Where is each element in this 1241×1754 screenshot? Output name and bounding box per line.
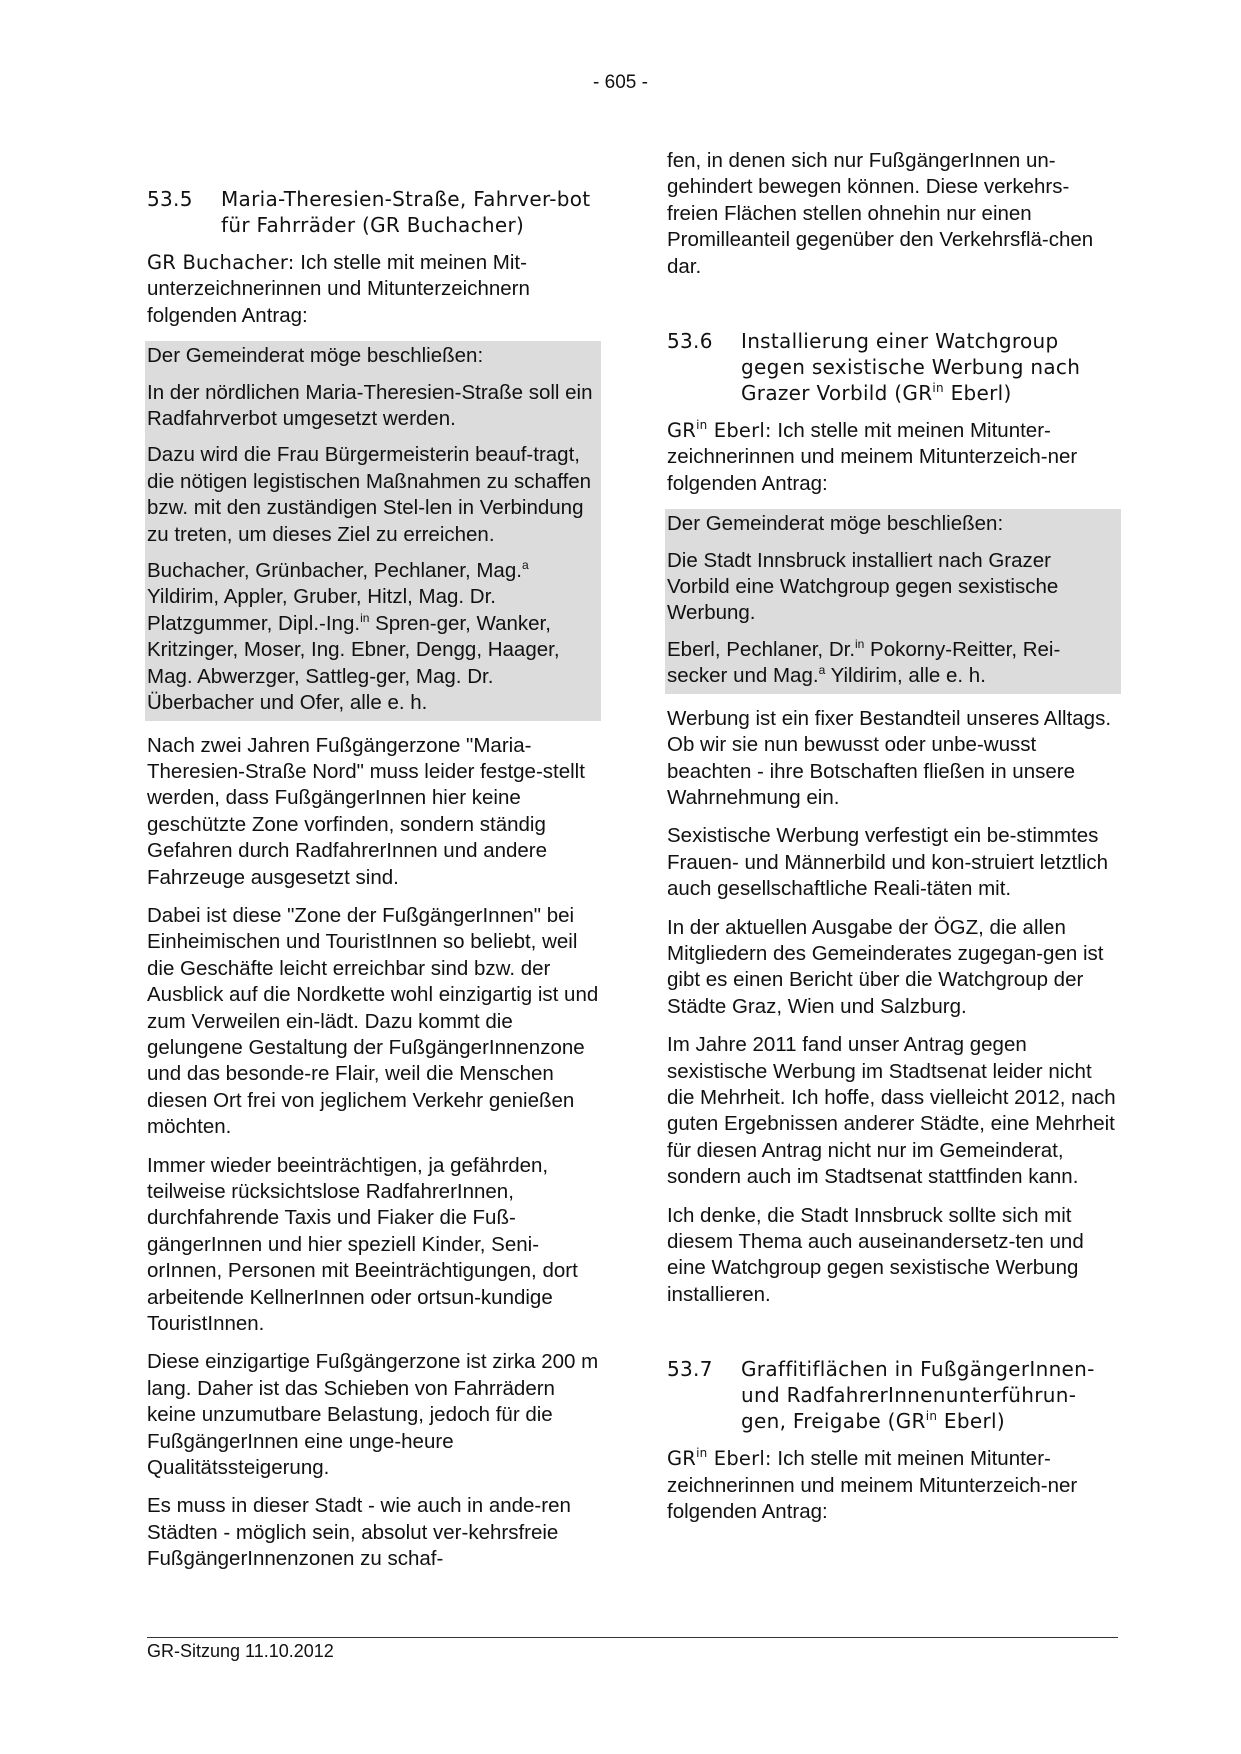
left-column [147,186,599,1585]
section-title [741,328,1119,406]
body-paragraph: Es muss in dieser Stadt - wie auch in ande-ren Städten - möglich sein, absolut ver-kehrsfreie FußgängerInnenzonen zu schaf- [147,1494,571,1571]
motion-box [665,509,1121,693]
motion-heading: Der Gemeinderat möge beschließen: [667,512,1004,536]
motion-signatories [147,558,599,720]
section-title-text: Graffitiflächen in FußgängerInnen- und RadfahrerInnenunterführun-gen, Freigabe (GR [741,1357,1095,1434]
speaker-name [667,1447,772,1470]
section-title-text: Installierung einer Watchgroup gegen sexistische Werbung nach Grazer Vorbild (GR [741,329,1081,406]
superscript: a [521,558,529,573]
section-title-text: Eberl) [943,381,1012,406]
section-heading-53-7 [667,1356,1119,1434]
spacer [667,1320,1119,1356]
body-paragraph: Sexistische Werbung verfestigt ein be-stimmtes Frauen- und Männerbild und kon-struiert letztlich auch gesellschaftliche Reali-täten mit. [667,824,1108,901]
section-heading-53-5 [147,186,599,238]
signatories-text: Buchacher, Grünbacher, Pechlaner, Mag. [147,559,522,583]
speaker-name [667,419,772,442]
intro-paragraph [147,250,599,329]
motion-text: In der nördlichen Maria-Theresien-Straße soll ein Radfahrverbot umgesetzt werden. [147,380,593,431]
right-column [667,148,1119,1537]
intro-paragraph [667,1446,1119,1525]
intro-paragraph [667,418,1119,497]
body-paragraph: Dabei ist diese "Zone der FußgängerInnen" bei Einheimischen und TouristInnen so beliebt, weil die Geschäfte leicht erreichbar sind bzw. der Ausblick auf die Nordkette wohl einzigartig ist und zum Verweilen ein-lädt. Dazu kommt die gelungene Gestaltung der FußgängerInnenzone und das besonde-re Flair, weil die Menschen diesen Ort frei von jeglichem Verkehr genießen möchten. [147,903,599,1139]
motion-text: Dazu wird die Frau Bürgermeisterin beauf-tragt, die nötigen legistischen Maßnahmen zu schaffen bzw. mit den zuständigen Stel-len in Verbindung zu treten, um dieses Ziel zu erreichen. [147,443,592,546]
body-paragraph: fen, in denen sich nur FußgängerInnen un-gehindert bewegen können. Diese verkehrs-freien Flächen stellen ohnehin nur einen Promilleanteil gegenüber den Verkehrsflä-chen dar. [667,149,1094,278]
speaker-name: GR Buchacher: [147,251,295,274]
footer-text: GR-Sitzung 11.10.2012 [147,1641,334,1661]
motion-signatories [667,637,1119,694]
section-number: 53.6 [667,329,713,354]
speaker-text: GR [667,419,697,443]
body-paragraph: Ich denke, die Stadt Innsbruck sollte sich mit diesem Thema auch auseinandersetz-ten und eine Watchgroup gegen sexistische Werbung installieren. [667,1203,1084,1306]
section-number: 53.7 [667,1357,713,1382]
intro-text: Ich stelle mit meinen Mitunter-zeichnerinnen und meinem Mitunterzeich-ner folgenden Antrag: [667,419,1078,495]
speaker-text: Eberl: [707,419,772,443]
signatories-text: Pokorny-Reitter, Rei-secker und Mag. [667,637,1061,688]
body-paragraph: Diese einzigartige Fußgängerzone ist zirka 200 m lang. Daher ist das Schieben von Fahrrädern keine unzumutbare Belastung, jedoch für die FußgängerInnen eine unge-heure Qualitätssteigerung. [147,1350,599,1480]
section-title: Maria-Theresien-Straße, Fahrver-bot für Fahrräder (GR Buchacher) [221,187,591,237]
section-title-text: Eberl) [937,1409,1005,1434]
speaker-text: Eberl: [707,1447,772,1471]
motion-box [145,341,601,720]
body-paragraph: In der aktuellen Ausgabe der ÖGZ, die allen Mitgliedern des Gemeinderates zugegan-gen ist gibt es einen Bericht über die Watchgroup der Städte Graz, Wien und Salzburg. [667,915,1104,1018]
section-title [741,1356,1119,1434]
page-number: - 605 - [593,72,648,93]
superscript: in [925,1409,938,1424]
superscript: in [696,418,708,433]
intro-text: Ich stelle mit meinen Mitunter-zeichnerinnen und meinem Mitunterzeich-ner folgenden Antrag: [667,1447,1078,1524]
speaker-text: GR [667,1447,697,1471]
section-number: 53.5 [147,187,193,211]
section-heading-53-6 [667,328,1119,406]
signatories-text: Eberl, Pechlaner, Dr. [667,637,856,661]
body-paragraph: Nach zwei Jahren Fußgängerzone "Maria-Theresien-Straße Nord" muss leider festge-stellt werden, dass FußgängerInnen hier keine geschützte Zone vorfinden, sondern ständig Gefahren durch RadfahrerInnen und andere Fahrzeuge ausgesetzt sind. [147,733,585,889]
body-paragraph: Im Jahre 2011 fand unser Antrag gegen sexistische Werbung im Stadtsenat leider nicht die Mehrheit. Ich hoffe, dass vielleicht 2012, nach guten Ergebnissen anderer Städte, eine Mehrheit für diesen Antrag nicht nur im Gemeinderat, sondern auch im Stadtsenat stattfinden kann. [667,1033,1116,1189]
signatories-text: Yildirim, Appler, Gruber, Hitzl, Mag. Dr. Platzgummer, Dipl.-Ing. [147,585,496,635]
superscript: in [360,610,370,625]
superscript: in [696,1446,708,1461]
signatories-text: Yildirim, alle e. h. [825,664,986,688]
body-paragraph: Werbung ist ein fixer Bestandteil unseres Alltags. Ob wir sie nun bewusst oder unbe-wusst beachten - ihre Botschaften fließen in unsere Wahrnehmung ein. [667,706,1112,809]
superscript: a [818,663,826,678]
body-paragraph: Immer wieder beeinträchtigen, ja gefährden, teilweise rücksichtslose RadfahrerInnen, durchfahrende Taxis und Fiaker die Fuß-gängerInnen und hier speziell Kinder, Seni-orInnen, Personen mit Beeinträchtigungen, dort arbeitende KellnerInnen oder ortsun-kundige TouristInnen. [147,1153,578,1336]
superscript: in [932,381,944,396]
superscript: in [855,636,865,651]
motion-text: Die Stadt Innsbruck installiert nach Grazer Vorbild eine Watchgroup gegen sexistische Werbung. [667,548,1059,625]
motion-heading: Der Gemeinderat möge beschließen: [147,344,484,368]
footer-divider [147,1637,1118,1638]
spacer [667,292,1119,328]
intro-text: Ich stelle mit meinen Mit-unterzeichnerinnen und Mitunterzeichnern folgenden Antrag: [147,251,530,327]
signatories-text: Spren-ger, Wanker, Kritzinger, Moser, Ing. Ebner, Dengg, Haager, Mag. Abwerzger, Sattleg-ger, Mag. Dr. Überbacher und Ofer, alle e. h. [147,611,560,715]
